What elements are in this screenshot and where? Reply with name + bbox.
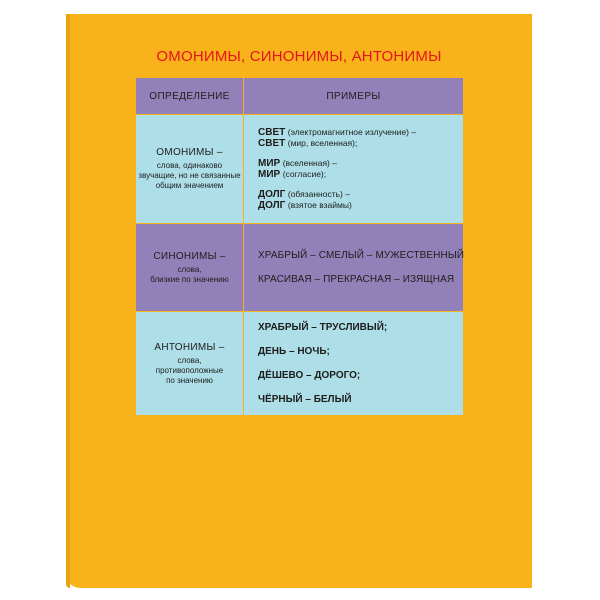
cover-spine	[66, 14, 70, 588]
example-note: (согласие);	[282, 169, 327, 179]
antonym-example: ДЕНЬ – НОЧЬ;	[258, 345, 330, 357]
definition-line: противоположные	[155, 365, 224, 375]
example-note: (обязанность) –	[287, 189, 350, 199]
example-line	[258, 127, 463, 138]
examples-cell-synonyms	[244, 224, 464, 312]
example-pair-dolg	[258, 189, 463, 211]
examples-cell-homonyms	[244, 115, 464, 224]
page-title: ОМОНИМЫ, СИНОНИМЫ, АНТОНИМЫ	[156, 48, 442, 65]
table-row-antonyms	[136, 312, 464, 416]
term-synonyms: СИНОНИМЫ –	[153, 250, 226, 262]
definition-line: по значению	[166, 375, 213, 385]
example-word: ДОЛГ	[258, 200, 286, 211]
table-header-row	[136, 78, 464, 115]
header-definition: ОПРЕДЕЛЕНИЕ	[136, 78, 244, 115]
header-examples: ПРИМЕРЫ	[244, 78, 464, 115]
example-note: (электромагнитное излучение) –	[287, 127, 417, 137]
definition-line: слова,	[177, 264, 202, 274]
term-homonyms: ОМОНИМЫ –	[156, 147, 223, 158]
example-line	[258, 200, 463, 211]
table-row-synonyms	[136, 224, 464, 312]
antonym-example: ХРАБРЫЙ – ТРУСЛИВЫЙ;	[258, 321, 388, 333]
definition-line: слова, одинаково	[156, 161, 223, 170]
example-note: (взятое взаймы)	[287, 200, 352, 210]
definition-text-antonyms	[136, 356, 243, 386]
example-word: МИР	[258, 169, 281, 180]
example-pair-mir	[258, 158, 463, 180]
example-word: СВЕТ	[258, 138, 286, 149]
example-line	[258, 158, 463, 169]
synonym-example: КРАСИВАЯ – ПРЕКРАСНАЯ – ИЗЯЩНАЯ	[258, 273, 455, 285]
reference-table	[135, 77, 464, 416]
example-word: МИР	[258, 158, 281, 169]
example-note: (вселенная) –	[282, 158, 337, 168]
example-line	[258, 169, 463, 180]
definition-text-synonyms	[136, 265, 243, 285]
definition-line: слова,	[177, 355, 202, 365]
example-pair-svet	[258, 127, 463, 149]
example-line	[258, 138, 463, 149]
term-antonyms: АНТОНИМЫ –	[154, 341, 225, 353]
example-word: СВЕТ	[258, 127, 286, 138]
definition-cell-antonyms	[136, 312, 244, 416]
examples-cell-antonyms	[244, 312, 464, 416]
definition-line: близкие по значению	[150, 274, 229, 284]
synonym-example: ХРАБРЫЙ – СМЕЛЫЙ – МУЖЕСТВЕННЫЙ	[258, 249, 465, 261]
antonym-example: ЧЁРНЫЙ – БЕЛЫЙ	[258, 393, 352, 405]
definition-line: звучащие, но не связанные	[138, 171, 241, 180]
example-note: (мир, вселенная);	[287, 138, 358, 148]
antonym-example: ДЁШЕВО – ДОРОГО;	[258, 369, 361, 381]
table-row-homonyms	[136, 115, 464, 224]
definition-text-homonyms	[136, 161, 243, 191]
example-word: ДОЛГ	[258, 189, 286, 200]
example-line	[258, 189, 463, 200]
definition-cell-homonyms	[136, 115, 244, 224]
definition-line: общим значением	[155, 181, 224, 190]
definition-cell-synonyms	[136, 224, 244, 312]
